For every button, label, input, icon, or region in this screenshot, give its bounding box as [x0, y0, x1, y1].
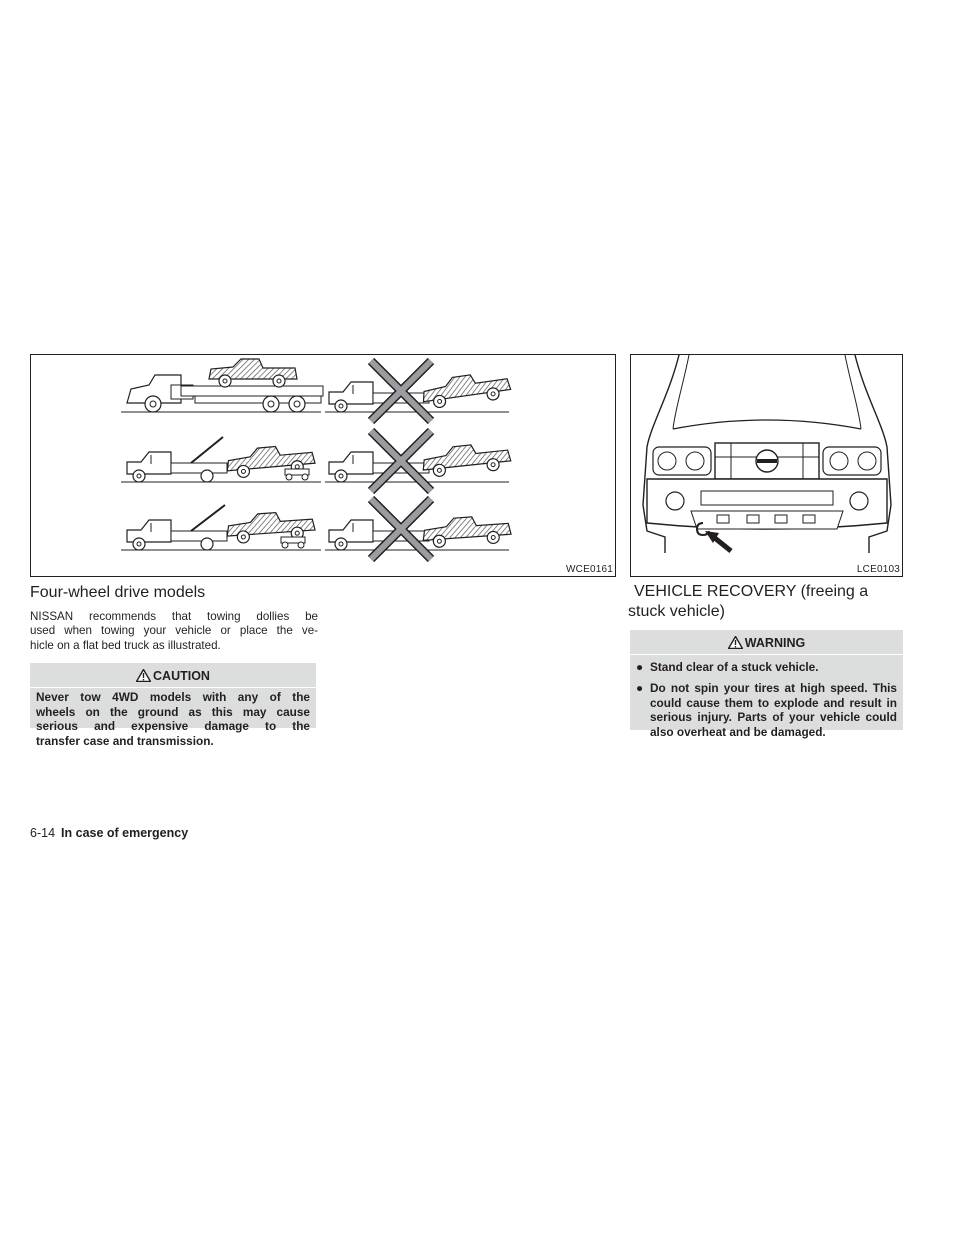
warning-item — [636, 660, 897, 675]
page-footer — [30, 826, 188, 840]
warning-triangle-icon — [728, 636, 743, 649]
tow-hook-figure — [630, 354, 903, 577]
body-line: used when towing your vehicle or place the ve- — [30, 624, 318, 638]
warning-triangle-icon — [136, 669, 151, 682]
caution-line: Never tow 4WD models with any of the — [36, 690, 310, 704]
recovery-heading-line: stuck vehicle) — [628, 603, 725, 620]
recovery-heading-line: VEHICLE RECOVERY (freeing a — [634, 583, 869, 600]
warning-item-text: Do not spin your tires at high speed. This could cause them to explode and result in serious injury. Parts of your vehicle could also overheat and be damaged. — [650, 681, 897, 739]
four-wheel-body — [30, 610, 318, 653]
caution-line: serious and expensive damage to the — [36, 719, 310, 733]
warning-item — [636, 681, 897, 739]
dolly-front-drawing — [121, 437, 321, 482]
caution-text — [36, 690, 310, 748]
recovery-heading — [630, 582, 868, 622]
bullet-icon: ● — [636, 681, 644, 695]
warning-title — [630, 636, 903, 650]
section-title: In case of emergency — [61, 826, 189, 840]
warning-box — [630, 630, 903, 739]
incorrect-tow-2-drawing — [325, 431, 512, 491]
page-number: 6-14 — [30, 826, 56, 840]
incorrect-tow-1-drawing — [325, 361, 512, 421]
incorrect-tow-3-drawing — [325, 499, 512, 559]
dolly-rear-drawing — [121, 505, 321, 550]
body-line: hicle on a flat bed truck as illustrated. — [30, 638, 221, 652]
caution-title — [30, 669, 316, 683]
caution-line: transfer case and transmission. — [36, 733, 214, 748]
figure-code: WCE0161 — [566, 564, 613, 575]
figure-code: LCE0103 — [856, 564, 900, 575]
arrow-icon — [705, 531, 731, 551]
caution-line: wheels on the ground as this may cause — [36, 704, 310, 719]
four-wheel-heading: Four-wheel drive models — [30, 584, 206, 601]
body-line: NISSAN recommends that towing dollies be — [30, 610, 318, 623]
caution-label: CAUTION — [153, 669, 210, 683]
divider — [630, 654, 903, 655]
towing-methods-illustration — [31, 355, 615, 576]
warning-item-text: Stand clear of a stuck vehicle. — [650, 660, 819, 674]
front-tow-hook-illustration — [631, 355, 902, 576]
towing-methods-figure — [30, 354, 616, 577]
warning-label: WARNING — [744, 636, 806, 650]
flatbed-truck-drawing — [121, 359, 323, 412]
bullet-icon: ● — [636, 660, 644, 674]
